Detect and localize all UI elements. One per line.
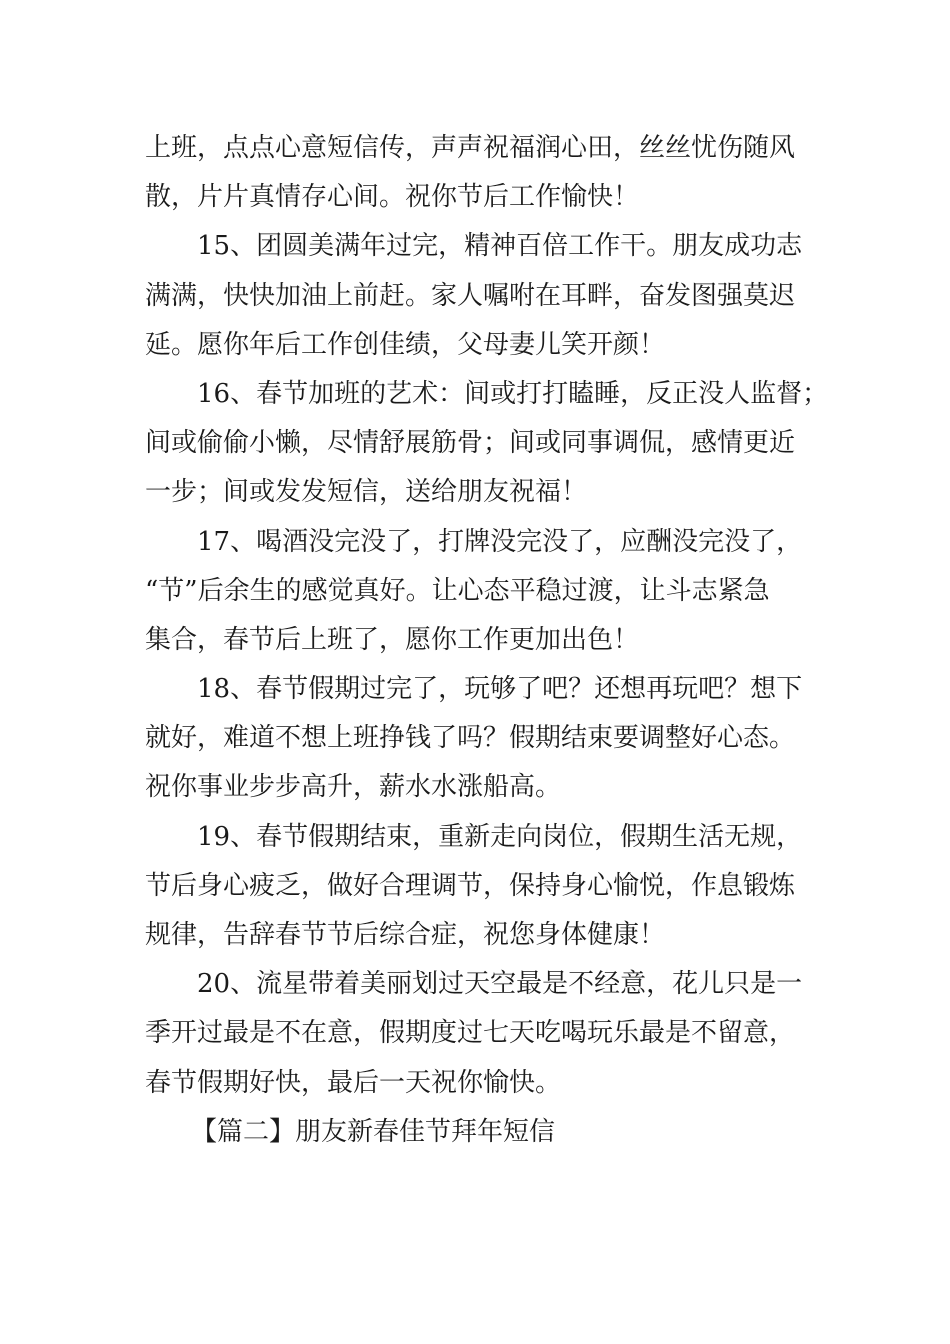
- text-line: 集合，春节后上班了，愿你工作更加出色！: [145, 624, 640, 655]
- text-line: 节后身心疲乏，做好合理调节，保持身心愉悦，作息锻炼: [145, 870, 796, 901]
- text-line: 15、团圆美满年过完，精神百倍工作干。朋友成功志: [197, 231, 803, 262]
- text-line: 季开过最是不在意，假期度过七天吃喝玩乐最是不留意，: [145, 1018, 796, 1049]
- text-line: “节”后余生的感觉真好。让心态平稳过渡，让斗志紧急: [145, 575, 770, 606]
- paragraph-item-19: [145, 813, 815, 961]
- text-line: 散，片片真情存心间。祝你节后工作愉快！: [145, 182, 640, 213]
- text-line: 18、春节假期过完了，玩够了吧？还想再玩吧？想下: [197, 674, 803, 705]
- text-line: 上班，点点心意短信传，声声祝福润心田，丝丝忧伤随风: [145, 133, 796, 163]
- text-line: 一步；间或发发短信，送给朋友祝福！: [145, 477, 588, 508]
- text-line: 间或偷偷小懒，尽情舒展筋骨；间或同事调侃，感情更近: [145, 428, 796, 459]
- section-heading-text: 【篇二】朋友新春佳节拜年短信: [191, 1116, 556, 1147]
- paragraph-item-18: [145, 665, 815, 813]
- text-line: 17、喝酒没完没了，打牌没完没了，应酬没完没了，: [197, 526, 803, 557]
- paragraph-item-17: [145, 518, 815, 666]
- text-line: 20、流星带着美丽划过天空最是不经意，花儿只是一: [197, 969, 803, 1000]
- section-heading: [145, 1108, 815, 1157]
- text-line: 就好，难道不想上班挣钱了吗？假期结束要调整好心态。: [145, 723, 796, 754]
- text-line: 祝你事业步步高升，薪水水涨船高。: [145, 772, 562, 803]
- text-line: 延。愿你年后工作创佳绩，父母妻儿笑开颜！: [145, 329, 666, 360]
- paragraph-continuation: [145, 124, 815, 222]
- text-line: 规律，告辞春节节后综合症，祝您身体健康！: [145, 920, 666, 950]
- text-line: 16、春节加班的艺术：间或打打瞌睡，反正没人监督；: [197, 378, 829, 409]
- text-line: 春节假期好快，最后一天祝你愉快。: [145, 1067, 562, 1098]
- paragraph-item-16: [145, 370, 829, 518]
- text-line: 19、春节假期结束，重新走向岗位，假期生活无规，: [197, 821, 803, 852]
- paragraph-item-20: [145, 960, 815, 1108]
- document-body: [145, 124, 829, 1157]
- paragraph-item-15: [145, 222, 815, 370]
- text-line: 满满，快快加油上前赶。家人嘱咐在耳畔，奋发图强莫迟: [145, 280, 796, 311]
